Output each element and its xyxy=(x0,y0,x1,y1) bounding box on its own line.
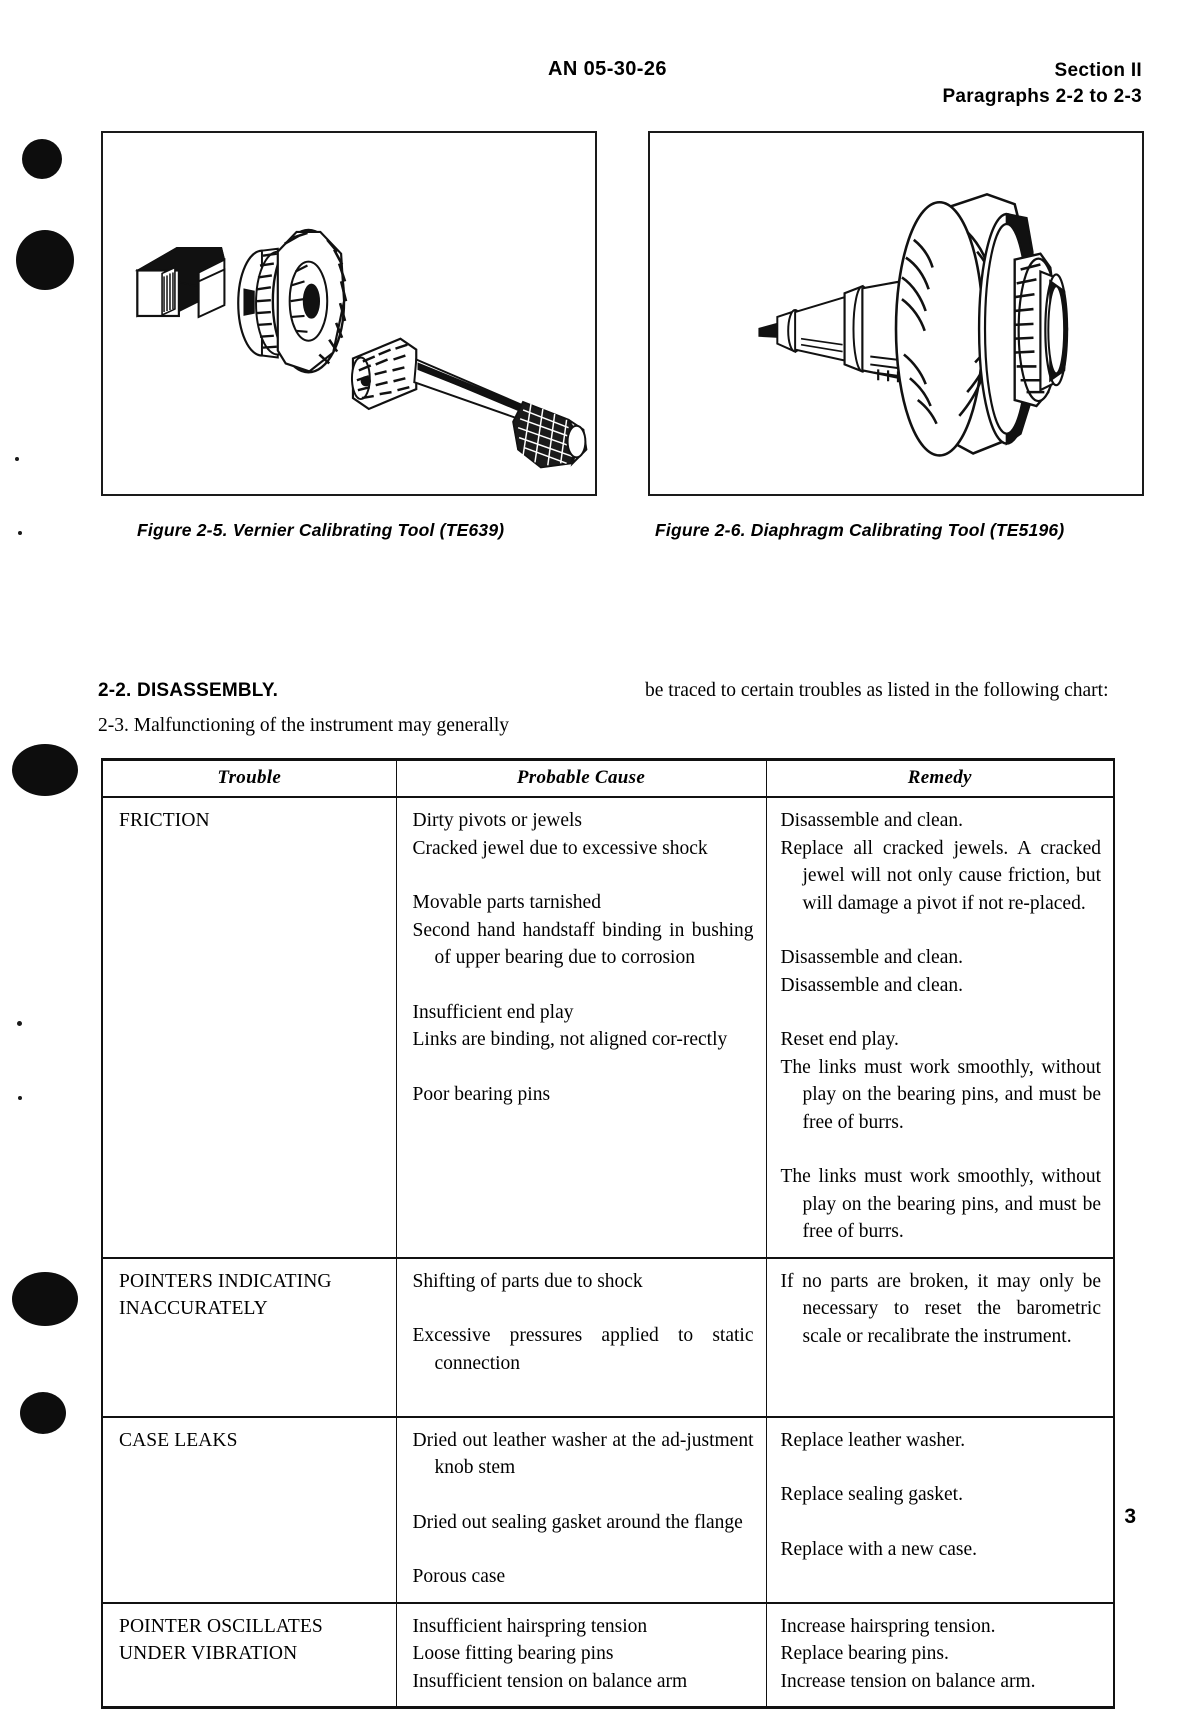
trouble-label: POINTER OSCILLATES UNDER VIBRATION xyxy=(119,1615,323,1664)
remedy-entry: Replace with a new case. xyxy=(780,1538,978,1560)
binder-hole-mark xyxy=(12,744,78,796)
figure-2-6-frame xyxy=(648,131,1144,496)
probable-cause-cell xyxy=(396,797,766,1258)
remedy-entry: Replace bearing pins. xyxy=(780,1643,949,1664)
body-column-right xyxy=(645,676,1145,706)
probable-cause-cell xyxy=(396,1603,766,1708)
trouble-cell xyxy=(102,797,396,1258)
remedy-entry: Disassemble and clean. xyxy=(780,810,963,831)
probable-cause-entry: Insufficient end play xyxy=(412,1001,574,1023)
remedy-entry: Reset end play. xyxy=(780,1029,899,1050)
body-column-left xyxy=(98,676,598,741)
manual-number: AN 05-30-26 xyxy=(548,58,667,80)
column-header-trouble: Trouble xyxy=(102,760,396,798)
trouble-chart xyxy=(101,758,1115,1709)
figure-2-5-frame xyxy=(101,131,597,496)
scan-speck xyxy=(18,531,22,535)
chart-header-row xyxy=(102,760,1114,798)
table-row xyxy=(102,797,1114,1258)
figure-2-5-caption: Figure 2-5. Vernier Calibrating Tool (TE639) xyxy=(137,520,505,540)
probable-cause-cell xyxy=(396,1417,766,1603)
trouble-cell xyxy=(102,1417,396,1603)
binder-hole-mark xyxy=(20,1392,66,1434)
probable-cause-entry: Poor bearing pins xyxy=(412,1083,551,1105)
remedy-entry: Replace sealing gasket. xyxy=(780,1484,963,1505)
probable-cause-entry: Insufficient hairspring tension xyxy=(412,1615,648,1637)
probable-cause-entry: Insufficient tension on balance arm xyxy=(412,1670,688,1692)
remedy-entry: Replace leather washer. xyxy=(780,1429,966,1451)
trouble-label: CASE LEAKS xyxy=(119,1429,238,1451)
remedy-entry: Disassemble and clean. xyxy=(780,974,963,996)
paragraph-2-3-right: be traced to certain troubles as listed in the following chart: xyxy=(645,680,1109,701)
section-reference xyxy=(942,58,1142,110)
column-header-probable-cause: Probable Cause xyxy=(396,760,766,798)
remedy-cell xyxy=(766,797,1114,1258)
probable-cause-entry: Second hand handstaff binding in bushing of upper bearing due to corrosion xyxy=(412,919,754,968)
page-number: 3 xyxy=(1124,1505,1136,1528)
probable-cause-entry: Loose fitting bearing pins xyxy=(412,1643,614,1664)
paragraph-2-3-left: 2-3. Malfunctioning of the instrument may generally xyxy=(98,715,510,736)
probable-cause-entry: Dried out sealing gasket around the flange xyxy=(412,1511,743,1533)
remedy-entry: Disassemble and clean. xyxy=(780,947,963,968)
trouble-cell xyxy=(102,1258,396,1417)
binder-hole-mark xyxy=(22,139,62,179)
remedy-cell xyxy=(766,1258,1114,1417)
binder-hole-mark xyxy=(12,1272,78,1326)
section-heading-2-2: 2-2. DISASSEMBLY. xyxy=(98,680,279,701)
scan-speck xyxy=(17,1021,22,1026)
diaphragm-calibrating-tool-illustration xyxy=(650,133,1142,494)
probable-cause-entry: Cracked jewel due to excessive shock xyxy=(412,837,708,859)
probable-cause-entry: Dirty pivots or jewels xyxy=(412,810,583,831)
probable-cause-cell xyxy=(396,1258,766,1417)
table-row xyxy=(102,1603,1114,1708)
probable-cause-entry: Excessive pressures applied to static connection xyxy=(412,1325,754,1374)
remedy-entry: The links must work smoothly, without play on the bearing pins, and must be free of burrs. xyxy=(780,1056,1101,1133)
probable-cause-entry: Shifting of parts due to shock xyxy=(412,1270,643,1292)
probable-cause-entry: Movable parts tarnished xyxy=(412,892,601,913)
table-row xyxy=(102,1258,1114,1417)
binder-hole-mark xyxy=(16,230,74,290)
remedy-cell xyxy=(766,1603,1114,1708)
table-row xyxy=(102,1417,1114,1603)
remedy-entry: Increase hairspring tension. xyxy=(780,1615,996,1637)
column-header-remedy: Remedy xyxy=(766,760,1114,798)
running-head xyxy=(0,58,1190,118)
remedy-entry: Increase tension on balance arm. xyxy=(780,1670,1036,1692)
scan-speck xyxy=(15,457,19,461)
figure-2-6-caption: Figure 2-6. Diaphragm Calibrating Tool (TE5196) xyxy=(655,520,1065,540)
probable-cause-entry: Porous case xyxy=(412,1566,506,1587)
section-label: Section II xyxy=(1054,60,1142,81)
probable-cause-entry: Links are binding, not aligned cor-rectly xyxy=(412,1029,728,1050)
remedy-cell xyxy=(766,1417,1114,1603)
trouble-cell xyxy=(102,1603,396,1708)
scan-speck xyxy=(18,1096,22,1100)
trouble-label: POINTERS INDICATING INACCURATELY xyxy=(119,1270,332,1319)
paragraph-range-label: Paragraphs 2-2 to 2-3 xyxy=(942,86,1142,107)
remedy-entry: Replace all cracked jewels. A cracked jewel will not only cause friction, but will damage a pivot if not re-placed. xyxy=(780,837,1101,914)
remedy-entry: If no parts are broken, it may only be necessary to reset the barometric scale or recalibrate the instrument. xyxy=(780,1270,1101,1347)
vernier-calibrating-tool-illustration xyxy=(103,133,595,494)
trouble-label: FRICTION xyxy=(119,810,210,831)
remedy-entry: The links must work smoothly, without play on the bearing pins, and must be free of burrs. xyxy=(780,1166,1101,1242)
probable-cause-entry: Dried out leather washer at the ad-justment knob stem xyxy=(412,1429,754,1478)
